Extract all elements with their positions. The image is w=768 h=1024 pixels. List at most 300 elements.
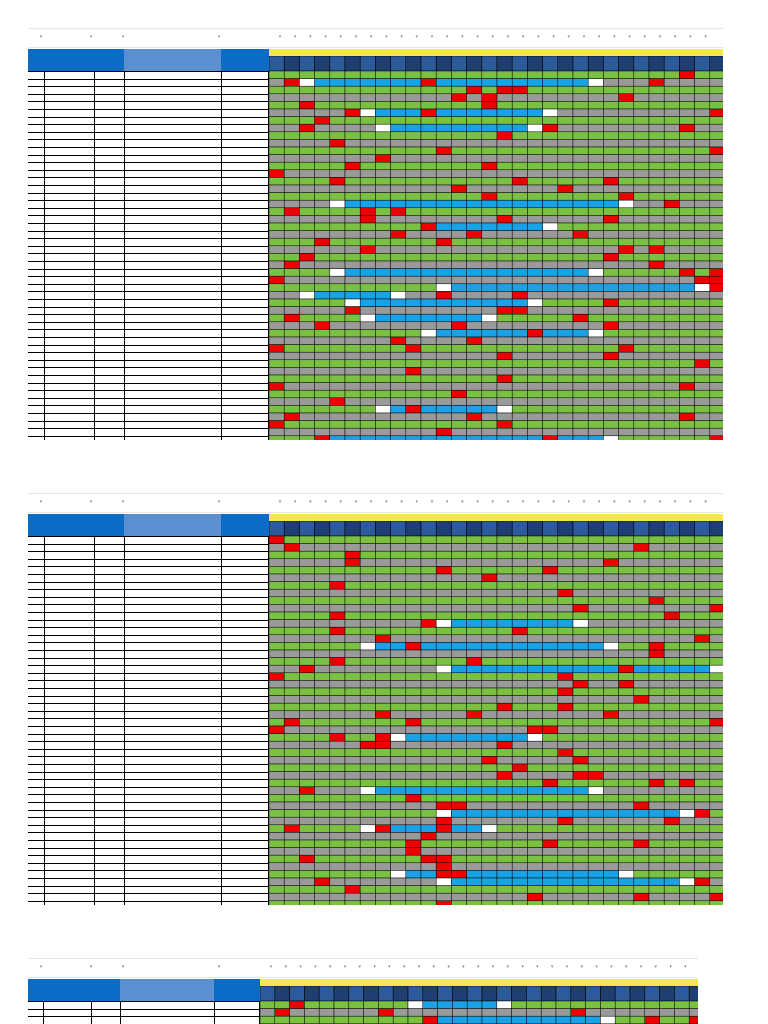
- status-cell-green: [436, 794, 451, 802]
- status-cell-green: [299, 688, 314, 696]
- status-cell-green: [695, 421, 710, 429]
- dropdown-arrow-icon[interactable]: ▾: [658, 499, 662, 505]
- status-cell-blue: [588, 436, 603, 440]
- table-row-line: [28, 261, 269, 262]
- status-cell-gray: [315, 261, 330, 269]
- status-cell-gray: [436, 756, 451, 764]
- dropdown-arrow-icon[interactable]: ▾: [217, 34, 221, 40]
- status-cell-gray: [360, 413, 375, 421]
- dropdown-arrow-icon[interactable]: ▾: [684, 964, 687, 970]
- status-cell-gray: [664, 337, 679, 345]
- dropdown-arrow-icon[interactable]: ▾: [628, 499, 631, 505]
- status-cell-green: [573, 566, 588, 574]
- dropdown-arrow-icon[interactable]: ▾: [491, 34, 495, 40]
- status-cell-green: [634, 901, 649, 905]
- status-cell-gray: [436, 261, 451, 269]
- dropdown-arrow-icon[interactable]: ▾: [343, 964, 347, 970]
- status-cell-gray: [375, 544, 390, 552]
- status-cell-gray: [406, 559, 421, 567]
- dropdown-arrow-icon[interactable]: ▾: [385, 34, 388, 40]
- status-cell-green: [467, 162, 482, 170]
- dropdown-arrow-icon[interactable]: ▾: [704, 34, 707, 40]
- dropdown-arrow-icon[interactable]: ▾: [506, 964, 510, 970]
- dropdown-arrow-icon[interactable]: ▾: [673, 34, 677, 40]
- status-cell-green: [664, 177, 679, 185]
- timeline-column-header: [482, 56, 497, 71]
- status-cell-gray: [527, 817, 542, 825]
- dropdown-arrow-icon[interactable]: ▾: [432, 964, 436, 970]
- timeline-column-header: [634, 521, 649, 536]
- dropdown-arrow-icon[interactable]: ▾: [89, 499, 93, 505]
- dropdown-arrow-icon[interactable]: ▾: [121, 964, 125, 970]
- status-cell-gray: [695, 726, 710, 734]
- status-cell-green: [375, 421, 390, 429]
- status-cell-green: [284, 794, 299, 802]
- dropdown-arrow-icon[interactable]: ▾: [217, 964, 221, 970]
- status-cell-green: [315, 810, 330, 818]
- status-cell-green: [710, 177, 723, 185]
- status-cell-gray: [664, 261, 679, 269]
- dropdown-arrow-icon[interactable]: ▾: [299, 964, 302, 970]
- dropdown-arrow-icon[interactable]: ▾: [354, 34, 358, 40]
- status-cell-green: [436, 673, 451, 681]
- status-cell-green: [710, 299, 723, 307]
- status-cell-green: [497, 253, 512, 261]
- status-cell-green: [649, 718, 664, 726]
- table-row-line: [28, 658, 269, 659]
- status-cell-green: [406, 132, 421, 140]
- status-cell-gray: [345, 604, 360, 612]
- dropdown-arrow-icon[interactable]: ▾: [415, 499, 419, 505]
- status-cell-green: [603, 132, 618, 140]
- dropdown-arrow-icon[interactable]: ▾: [388, 964, 391, 970]
- status-cell-green: [527, 147, 542, 155]
- status-cell-green: [558, 101, 573, 109]
- status-cell-gray: [467, 772, 482, 780]
- timeline-column-header: [603, 521, 618, 536]
- status-cell-gray: [573, 559, 588, 567]
- status-cell-gray: [330, 696, 345, 704]
- status-cell-gray: [619, 726, 634, 734]
- dropdown-arrow-icon[interactable]: ▾: [491, 964, 495, 970]
- status-cell-green: [299, 269, 314, 277]
- status-cell-gray: [558, 246, 573, 254]
- status-cell-green: [664, 208, 679, 216]
- dropdown-arrow-icon[interactable]: ▾: [689, 499, 692, 505]
- dropdown-arrow-icon[interactable]: ▾: [582, 499, 586, 505]
- status-cell-gray: [391, 94, 406, 102]
- status-cell-gray: [360, 261, 375, 269]
- status-cell-gray: [679, 352, 694, 360]
- dropdown-arrow-icon[interactable]: ▾: [689, 34, 692, 40]
- header-block-right: [221, 514, 269, 536]
- status-cell-green: [284, 703, 299, 711]
- dropdown-arrow-icon[interactable]: ▾: [462, 964, 465, 970]
- dropdown-arrow-icon[interactable]: ▾: [537, 34, 540, 40]
- dropdown-arrow-icon[interactable]: ▾: [624, 964, 628, 970]
- dropdown-arrow-icon[interactable]: ▾: [369, 499, 373, 505]
- status-cell-green: [467, 193, 482, 201]
- status-cell-gray: [299, 398, 314, 406]
- dropdown-arrow-icon[interactable]: ▾: [324, 34, 327, 40]
- status-cell-green: [345, 177, 360, 185]
- status-cell-green: [497, 901, 512, 905]
- dropdown-arrow-icon[interactable]: ▾: [385, 499, 388, 505]
- status-cell-gray: [482, 863, 497, 871]
- status-cell-green: [360, 673, 375, 681]
- status-cell-red: [603, 559, 618, 567]
- dropdown-arrow-icon[interactable]: ▾: [654, 964, 658, 970]
- dropdown-arrow-icon[interactable]: ▾: [354, 499, 358, 505]
- status-cell-red: [284, 261, 299, 269]
- status-cell-blue: [467, 284, 482, 292]
- dropdown-arrow-icon[interactable]: ▾: [580, 964, 584, 970]
- dropdown-arrow-icon[interactable]: ▾: [278, 34, 282, 40]
- status-cell-gray: [543, 559, 558, 567]
- status-cell-gray: [558, 291, 573, 299]
- status-cell-gray: [527, 802, 542, 810]
- status-cell-green: [710, 673, 723, 681]
- status-cell-gray: [695, 756, 710, 764]
- status-cell-blue: [573, 665, 588, 673]
- dropdown-arrow-icon[interactable]: ▾: [39, 499, 43, 505]
- status-cell-green: [330, 345, 345, 353]
- status-cell-red: [679, 124, 694, 132]
- status-cell-gray: [543, 756, 558, 764]
- status-cell-red: [497, 421, 512, 429]
- dropdown-arrow-icon[interactable]: ▾: [669, 964, 672, 970]
- status-cell-green: [679, 703, 694, 711]
- status-cell-green: [482, 208, 497, 216]
- status-cell-gray: [375, 170, 390, 178]
- dropdown-arrow-icon[interactable]: ▾: [595, 964, 598, 970]
- status-cell-gray: [695, 109, 710, 117]
- status-cell-green: [573, 345, 588, 353]
- dropdown-arrow-icon[interactable]: ▾: [339, 34, 343, 40]
- dropdown-arrow-icon[interactable]: ▾: [461, 499, 464, 505]
- status-cell-gray: [527, 215, 542, 223]
- status-cell-gray: [543, 291, 558, 299]
- status-cell-red: [269, 383, 284, 391]
- dropdown-arrow-icon[interactable]: ▾: [476, 34, 479, 40]
- status-cell-gray: [451, 848, 466, 856]
- dropdown-arrow-icon[interactable]: ▾: [643, 499, 647, 505]
- status-cell-blue: [391, 436, 406, 440]
- status-cell-green: [695, 436, 710, 440]
- status-cell-green: [269, 390, 284, 398]
- status-cell-red: [391, 231, 406, 239]
- dropdown-arrow-icon[interactable]: ▾: [639, 964, 643, 970]
- status-cell-green: [345, 390, 360, 398]
- status-cell-red: [345, 559, 360, 567]
- status-cell-red: [679, 779, 694, 787]
- status-cell-green: [330, 299, 345, 307]
- status-cell-gray: [482, 155, 497, 163]
- status-cell-green: [375, 703, 390, 711]
- status-cell-gray: [573, 139, 588, 147]
- status-cell-green: [497, 314, 512, 322]
- dropdown-arrow-icon[interactable]: ▾: [552, 34, 555, 40]
- dropdown-arrow-icon[interactable]: ▾: [402, 964, 406, 970]
- status-cell-gray: [406, 802, 421, 810]
- status-cell-green: [497, 688, 512, 696]
- dropdown-arrow-icon[interactable]: ▾: [445, 34, 449, 40]
- status-cell-gray: [634, 124, 649, 132]
- dropdown-arrow-icon[interactable]: ▾: [430, 499, 434, 505]
- status-cell-blue: [436, 405, 451, 413]
- timeline-column-header: [497, 521, 512, 536]
- status-cell-green: [406, 223, 421, 231]
- status-cell-gray: [543, 817, 558, 825]
- dropdown-arrow-icon[interactable]: ▾: [673, 499, 677, 505]
- status-cell-blue: [603, 870, 618, 878]
- dropdown-arrow-icon[interactable]: ▾: [400, 34, 403, 40]
- status-cell-gray: [512, 155, 527, 163]
- dropdown-arrow-icon[interactable]: ▾: [430, 34, 434, 40]
- dropdown-arrow-icon[interactable]: ▾: [550, 964, 554, 970]
- dropdown-arrow-icon[interactable]: ▾: [597, 34, 601, 40]
- status-cell-gray: [330, 756, 345, 764]
- status-cell-green: [573, 536, 588, 544]
- status-cell-gray: [299, 832, 314, 840]
- dropdown-arrow-icon[interactable]: ▾: [537, 499, 540, 505]
- dropdown-arrow-icon[interactable]: ▾: [121, 499, 125, 505]
- status-cell-gray: [527, 185, 542, 193]
- status-cell-blue: [451, 642, 466, 650]
- dropdown-arrow-icon[interactable]: ▾: [567, 34, 571, 40]
- status-cell-gray: [543, 398, 558, 406]
- status-cell-gray: [269, 620, 284, 628]
- status-cell-green: [330, 749, 345, 757]
- dropdown-arrow-icon[interactable]: ▾: [613, 34, 616, 40]
- status-cell-blue: [482, 1001, 497, 1009]
- dropdown-arrow-icon[interactable]: ▾: [628, 34, 631, 40]
- status-cell-green: [679, 132, 694, 140]
- status-cell-green: [315, 329, 330, 337]
- status-cell-green: [710, 314, 723, 322]
- table-row-line: [28, 124, 269, 125]
- dropdown-arrow-icon[interactable]: ▾: [521, 34, 525, 40]
- dropdown-arrow-icon[interactable]: ▾: [324, 499, 327, 505]
- status-cell-green: [482, 794, 497, 802]
- dropdown-arrow-icon[interactable]: ▾: [506, 34, 510, 40]
- status-cell-gray: [269, 215, 284, 223]
- status-cell-gray: [451, 604, 466, 612]
- status-cell-gray: [603, 802, 618, 810]
- dropdown-arrow-icon[interactable]: ▾: [476, 964, 480, 970]
- dropdown-arrow-icon[interactable]: ▾: [521, 499, 525, 505]
- status-cell-green: [630, 1001, 645, 1009]
- table-row-line: [28, 726, 269, 727]
- dropdown-arrow-icon[interactable]: ▾: [278, 499, 282, 505]
- status-cell-gray: [284, 772, 299, 780]
- dropdown-arrow-icon[interactable]: ▾: [309, 34, 312, 40]
- table-row-line: [28, 307, 269, 308]
- status-cell-red: [345, 109, 360, 117]
- dropdown-arrow-icon[interactable]: ▾: [506, 499, 510, 505]
- status-cell-green: [375, 147, 390, 155]
- dropdown-arrow-icon[interactable]: ▾: [447, 964, 450, 970]
- status-cell-green: [603, 345, 618, 353]
- dropdown-arrow-icon[interactable]: ▾: [565, 964, 569, 970]
- dropdown-arrow-icon[interactable]: ▾: [536, 964, 539, 970]
- status-cell-red: [619, 193, 634, 201]
- status-cell-blue: [482, 810, 497, 818]
- status-cell-gray: [573, 337, 588, 345]
- dropdown-arrow-icon[interactable]: ▾: [89, 964, 93, 970]
- dropdown-arrow-icon[interactable]: ▾: [400, 499, 403, 505]
- status-cell-green: [451, 101, 466, 109]
- status-cell-blue: [375, 314, 390, 322]
- status-cell-green: [269, 901, 284, 905]
- status-cell-blue: [375, 787, 390, 795]
- dropdown-arrow-icon[interactable]: ▾: [704, 499, 707, 505]
- status-cell-green: [269, 840, 284, 848]
- status-cell-gray: [512, 772, 527, 780]
- dropdown-arrow-icon[interactable]: ▾: [39, 964, 43, 970]
- status-cell-gray: [299, 863, 314, 871]
- status-cell-green: [375, 840, 390, 848]
- status-cell-gray: [695, 307, 710, 315]
- status-cell-green: [315, 405, 330, 413]
- status-cell-green: [710, 764, 723, 772]
- status-cell-gray: [710, 337, 723, 345]
- status-cell-green: [603, 314, 618, 322]
- timeline-column-header: [541, 986, 556, 1001]
- dropdown-arrow-icon[interactable]: ▾: [373, 964, 376, 970]
- filter-row: [28, 493, 723, 513]
- dropdown-arrow-icon[interactable]: ▾: [417, 964, 421, 970]
- status-cell-gray: [634, 79, 649, 87]
- status-cell-green: [619, 360, 634, 368]
- table-row-line: [28, 413, 269, 414]
- status-cell-gray: [512, 741, 527, 749]
- dropdown-arrow-icon[interactable]: ▾: [613, 499, 616, 505]
- dropdown-arrow-icon[interactable]: ▾: [461, 34, 464, 40]
- dropdown-arrow-icon[interactable]: ▾: [476, 499, 479, 505]
- dropdown-arrow-icon[interactable]: ▾: [582, 34, 586, 40]
- status-cell-green: [299, 329, 314, 337]
- dropdown-arrow-icon[interactable]: ▾: [89, 34, 93, 40]
- status-cell-green: [649, 566, 664, 574]
- status-cell-green: [558, 597, 573, 605]
- dropdown-arrow-icon[interactable]: ▾: [269, 964, 273, 970]
- status-cell-gray: [330, 878, 345, 886]
- status-cell-gray: [451, 428, 466, 436]
- status-cell-gray: [588, 893, 603, 901]
- dropdown-arrow-icon[interactable]: ▾: [369, 34, 373, 40]
- status-cell-gray: [406, 893, 421, 901]
- status-cell-gray: [299, 696, 314, 704]
- dropdown-arrow-icon[interactable]: ▾: [445, 499, 449, 505]
- dropdown-arrow-icon[interactable]: ▾: [567, 499, 571, 505]
- status-cell-gray: [467, 398, 482, 406]
- status-cell-gray: [451, 337, 466, 345]
- dropdown-arrow-icon[interactable]: ▾: [658, 34, 662, 40]
- dropdown-arrow-icon[interactable]: ▾: [597, 499, 601, 505]
- dropdown-arrow-icon[interactable]: ▾: [309, 499, 312, 505]
- status-cell-green: [467, 718, 482, 726]
- status-cell-red: [695, 276, 710, 284]
- status-cell-gray: [482, 817, 497, 825]
- dropdown-arrow-icon[interactable]: ▾: [314, 964, 317, 970]
- status-cell-gray: [360, 276, 375, 284]
- dropdown-arrow-icon[interactable]: ▾: [491, 499, 495, 505]
- status-cell-gray: [679, 428, 694, 436]
- status-cell-gray: [375, 848, 390, 856]
- dropdown-arrow-icon[interactable]: ▾: [328, 964, 332, 970]
- status-cell-green: [406, 238, 421, 246]
- status-cell-green: [649, 314, 664, 322]
- status-cell-gray: [679, 817, 694, 825]
- dropdown-arrow-icon[interactable]: ▾: [358, 964, 362, 970]
- status-cell-blue: [497, 200, 512, 208]
- dropdown-arrow-icon[interactable]: ▾: [293, 499, 297, 505]
- status-cell-gray: [543, 307, 558, 315]
- dropdown-arrow-icon[interactable]: ▾: [293, 34, 297, 40]
- status-cell-green: [573, 840, 588, 848]
- status-cell-gray: [269, 367, 284, 375]
- dropdown-arrow-icon[interactable]: ▾: [415, 34, 419, 40]
- status-cell-gray: [497, 817, 512, 825]
- status-cell-gray: [406, 398, 421, 406]
- table-row-line: [28, 559, 269, 560]
- dropdown-arrow-icon[interactable]: ▾: [610, 964, 613, 970]
- status-cell-green: [679, 886, 694, 894]
- status-cell-gray: [527, 863, 542, 871]
- status-cell-green: [482, 86, 497, 94]
- status-cell-gray: [619, 413, 634, 421]
- status-cell-red: [451, 870, 466, 878]
- status-cell-gray: [436, 155, 451, 163]
- status-cell-gray: [664, 544, 679, 552]
- dropdown-arrow-icon[interactable]: ▾: [339, 499, 343, 505]
- status-cell-green: [284, 597, 299, 605]
- status-cell-gray: [588, 307, 603, 315]
- status-cell-green: [543, 718, 558, 726]
- dropdown-arrow-icon[interactable]: ▾: [39, 34, 43, 40]
- dropdown-arrow-icon[interactable]: ▾: [217, 499, 221, 505]
- status-cell-green: [421, 71, 436, 79]
- dropdown-arrow-icon[interactable]: ▾: [552, 499, 555, 505]
- status-cell-red: [436, 566, 451, 574]
- dropdown-arrow-icon[interactable]: ▾: [284, 964, 288, 970]
- status-cell-green: [391, 673, 406, 681]
- status-cell-blue: [436, 79, 451, 87]
- timeline-column-header: [512, 56, 527, 71]
- status-cell-green: [482, 718, 497, 726]
- status-cell-green: [284, 436, 299, 440]
- status-cell-gray: [315, 398, 330, 406]
- status-cell-red: [284, 79, 299, 87]
- dropdown-arrow-icon[interactable]: ▾: [521, 964, 524, 970]
- table-row-line: [28, 101, 269, 102]
- status-cell-green: [391, 223, 406, 231]
- status-cell-green: [619, 390, 634, 398]
- dropdown-arrow-icon[interactable]: ▾: [643, 34, 647, 40]
- status-cell-green: [315, 703, 330, 711]
- status-cell-gray: [588, 413, 603, 421]
- status-cell-gray: [467, 559, 482, 567]
- status-cell-green: [299, 436, 314, 440]
- status-cell-green: [299, 703, 314, 711]
- status-cell-blue: [512, 269, 527, 277]
- status-cell-gray: [467, 215, 482, 223]
- dropdown-arrow-icon[interactable]: ▾: [121, 34, 125, 40]
- status-cell-green: [467, 132, 482, 140]
- status-cell-gray: [695, 893, 710, 901]
- status-cell-red: [284, 825, 299, 833]
